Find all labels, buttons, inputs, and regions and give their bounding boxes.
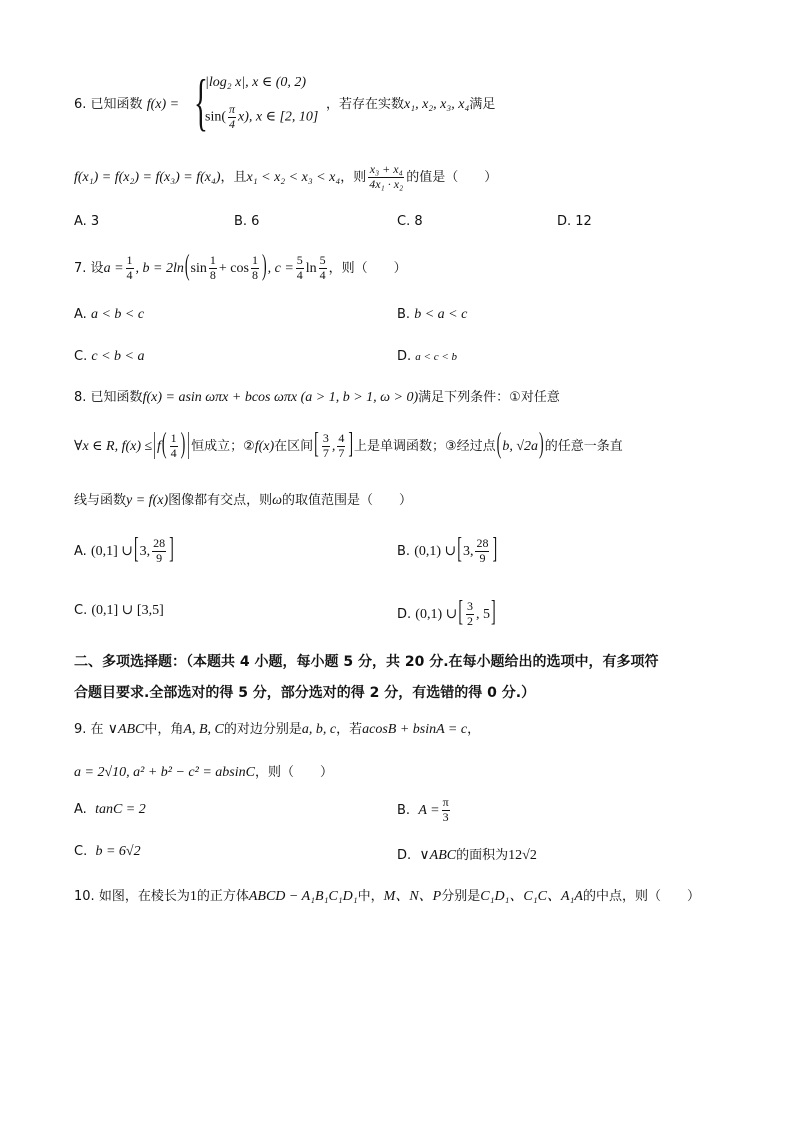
q6-lead: 已知函数 xyxy=(90,97,143,112)
q7-option-c[interactable]: C. c < b < a xyxy=(74,349,145,364)
q8-line3: 线与函数y = f(x)图像都有交点，则ω的取值范围是（ ） xyxy=(74,493,413,508)
q7-option-b[interactable]: B. b < a < c xyxy=(397,307,468,322)
q8-line2: ∀x ∈ R, f(x) ≤|f( $\frac{1}{4}$ ) |恒成立；②f(x)在区间[ $\frac{3}{7}$ , $\frac{4}{7}$ ]上是单调函数；③经过点(b, √2a)的任意一条直 xyxy=(74,429,623,461)
q6-condition: f(x₁) = f(x₂) = f(x₃) = f(x₄) xyxy=(74,169,221,185)
q6-line2: f(x₁) = f(x₂) = f(x₃) = f(x₄)，且x₁ < x₂ < x₃ < x₄，则 $\frac{\text{x₃ + x₄}}{\text{4x₁ · x₂}}$ 的值是（ ） xyxy=(74,162,498,191)
q6-fx: f(x) = xyxy=(146,97,180,112)
q8-option-b[interactable]: B. (0,1) ∪[3, $\frac{28}{9}$ ] xyxy=(397,534,498,566)
q7-line: 7. 设a = $\frac{1}{4}$ , b = 2ln(sin $\frac{1}{8}$ + cos $\frac{1}{8}$ ), c = $\frac{5}{4}$ ln $\frac{5}{4}$ ，则（ ） xyxy=(74,251,407,283)
q6-line1-tail: ，若存在实数x₁, x₂, x₃, x₄满足 xyxy=(326,97,496,112)
q8-option-d[interactable]: D. (0,1) ∪[ $\frac{3}{2}$ , 5] xyxy=(397,597,496,629)
q8-line1: 8. 已知函数f(x) = asin ωπx + bcos ωπx (a > 1, b > 1, ω > 0)满足下列条件：①对任意 xyxy=(74,390,560,405)
q6-option-c[interactable]: C. 8 xyxy=(397,214,423,229)
q6-number: 6. xyxy=(74,97,87,112)
q8-option-c[interactable]: C. (0,1] ∪ [3,5] xyxy=(74,603,164,618)
q6-order: x₁ < x₂ < x₃ < x₄ xyxy=(246,169,341,185)
q8-function: f(x) = asin ωπx + bcos ωπx (a > 1, b > 1, ω > 0) xyxy=(142,390,419,405)
q6-option-b[interactable]: B. 6 xyxy=(234,214,260,229)
q6-vars: x₁, x₂, x₃, x₄ xyxy=(404,97,470,112)
q9-option-a[interactable]: A. tanC = 2 xyxy=(74,802,146,817)
q10-line: 10. 如图，在棱长为1的正方体ABCD − A₁B₁C₁D₁中，M、N、P分别是C₁D₁、C₁C、A₁A的中点，则（ ） xyxy=(74,889,700,904)
q9-option-b[interactable]: B. A = $\frac{\pi}{3}$ xyxy=(397,795,449,824)
q7-option-a[interactable]: A. a < b < c xyxy=(74,307,145,322)
q6-option-d[interactable]: D. 12 xyxy=(557,214,592,229)
q6-case2: sin( $\frac{\pi}{4}$ x), x ∈ [2, 10] xyxy=(205,102,319,131)
q6-option-a[interactable]: A. 3 xyxy=(74,214,100,229)
q7-option-d[interactable]: D. a < c < b xyxy=(397,349,458,364)
q9-line2: a = 2√10, a² + b² − c² = absinC，则（ ） xyxy=(74,765,333,780)
q6-case1: |log₂ x|, x ∈ (0, 2) xyxy=(205,75,307,90)
q9-option-c[interactable]: C. b = 6√2 xyxy=(74,844,141,859)
q6-line1 xyxy=(74,93,179,113)
q6-piecewise-brace: { xyxy=(194,66,208,137)
section2-heading-line1: 二、多项选择题：（本题共 4 小题，每小题 5 分，共 20 分.在每小题给出的选项中，有多项符 xyxy=(74,654,659,670)
q6-ask-fraction: $\frac{\text{x₃ + x₄}}{\text{4x₁ · x₂}}$ xyxy=(369,162,404,191)
q9-option-d[interactable]: D. ∨ABC的面积为12√2 xyxy=(397,848,537,863)
section2-heading-line2: 合题目要求.全部选对的得 5 分，部分选对的得 2 分，有选错的得 0 分.） xyxy=(74,685,536,701)
q9-line1: 9. 在 ∨ABC中，角A, B, C的对边分别是a, b, c，若acosB + bsinA = c， xyxy=(74,722,481,737)
q8-option-a[interactable]: A. (0,1] ∪[3, $\frac{28}{9}$ ] xyxy=(74,534,174,566)
